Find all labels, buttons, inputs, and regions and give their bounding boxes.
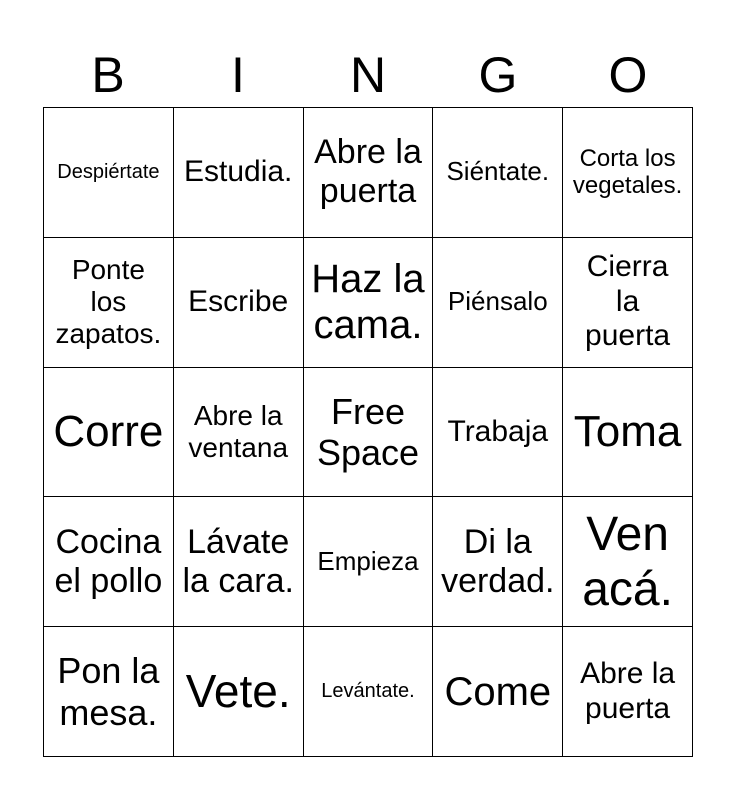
- bingo-cell[interactable]: [44, 238, 174, 368]
- cell-text: Vete.: [185, 665, 291, 718]
- cell-text: Ponte los zapatos.: [55, 253, 162, 350]
- cell-text: Siéntate.: [446, 156, 550, 187]
- header-letter-o: O: [608, 47, 648, 103]
- header-letter-g: G: [478, 47, 518, 103]
- cell-text: Trabaja: [447, 414, 549, 448]
- bingo-cell[interactable]: [44, 627, 174, 757]
- bingo-cell[interactable]: [304, 368, 434, 498]
- cell-text: Abre la ventana: [188, 399, 289, 463]
- cell-text: Piénsalo: [447, 286, 548, 317]
- bingo-cell[interactable]: [174, 238, 304, 368]
- cell-text: Cierra la puerta: [585, 250, 671, 353]
- bingo-cell[interactable]: [433, 368, 563, 498]
- bingo-cell[interactable]: [174, 627, 304, 757]
- bingo-cell[interactable]: [44, 108, 174, 238]
- bingo-cell[interactable]: [304, 108, 434, 238]
- bingo-cell[interactable]: [563, 238, 693, 368]
- cell-text: Corre: [53, 406, 164, 456]
- cell-text: Come: [444, 669, 552, 714]
- cell-text: Cocina el pollo: [54, 522, 163, 600]
- cell-text: Levántate.: [321, 680, 415, 703]
- bingo-cell[interactable]: [174, 368, 304, 498]
- cell-text: Despiértate: [57, 160, 160, 183]
- header-letter-i: I: [231, 47, 245, 103]
- cell-text: Estudia.: [183, 155, 293, 189]
- cell-text: Escribe: [188, 284, 289, 318]
- cell-text: Free Space: [316, 390, 420, 473]
- header-letter-b: B: [91, 47, 125, 103]
- cell-text: Corta los vegetales.: [572, 144, 683, 200]
- bingo-cell[interactable]: [433, 497, 563, 627]
- cell-text: Di la verdad.: [441, 522, 555, 600]
- bingo-cell[interactable]: [304, 238, 434, 368]
- bingo-cell[interactable]: [44, 497, 174, 627]
- bingo-cell[interactable]: [174, 497, 304, 627]
- bingo-header: [43, 44, 693, 106]
- bingo-cell[interactable]: [304, 497, 434, 627]
- cell-text: Empieza: [317, 545, 419, 576]
- bingo-cell[interactable]: [563, 627, 693, 757]
- cell-text: Ven acá.: [582, 507, 673, 616]
- bingo-cell[interactable]: [174, 108, 304, 238]
- bingo-cell[interactable]: [433, 627, 563, 757]
- bingo-cell[interactable]: [563, 108, 693, 238]
- header-letter-n: N: [349, 47, 387, 103]
- bingo-cell[interactable]: [563, 497, 693, 627]
- bingo-cell[interactable]: [433, 108, 563, 238]
- cell-text: Toma: [573, 406, 682, 456]
- cell-text: Abre la puerta: [580, 657, 676, 725]
- bingo-cell[interactable]: [563, 368, 693, 498]
- bingo-cell[interactable]: [433, 238, 563, 368]
- bingo-cell[interactable]: [304, 627, 434, 757]
- bingo-board: [43, 107, 693, 757]
- cell-text: Haz la cama.: [311, 257, 425, 348]
- bingo-cell[interactable]: [44, 368, 174, 498]
- cell-text: Abre la puerta: [314, 133, 422, 211]
- cell-text: Lávate la cara.: [182, 522, 294, 600]
- cell-text: Pon la mesa.: [57, 650, 160, 733]
